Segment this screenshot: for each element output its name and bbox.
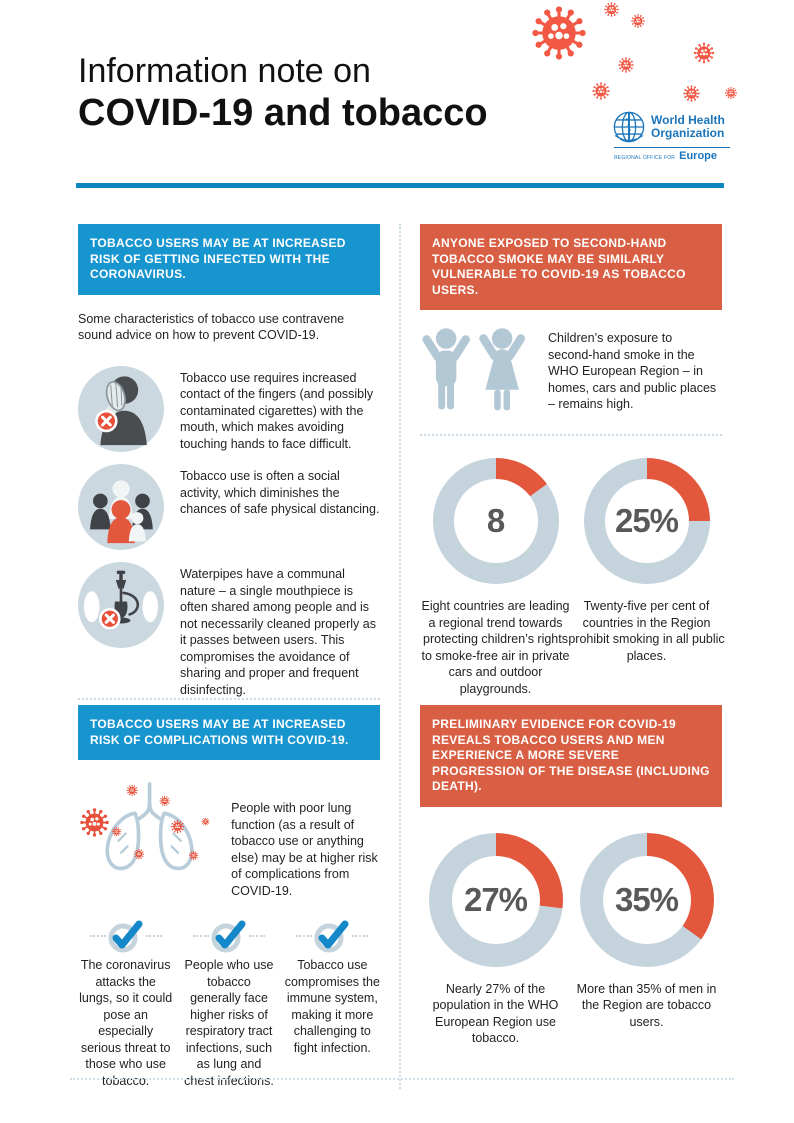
- footer-divider: [70, 1078, 734, 1080]
- who-logo: [612, 110, 730, 162]
- key-fact-text: The coronavirus attacks the lungs, so it could pose an especially serious threat to those who use tobacco.: [79, 958, 173, 1088]
- hand-touching-face-icon: [78, 366, 164, 452]
- key-fact: [78, 919, 173, 1089]
- risk-item-text: Tobacco use requires increased contact of the fingers (and possibly contaminated cigarettes) with the mouth, which makes avoiding touching hands to face difficult.: [180, 370, 374, 451]
- donut-value: 8: [486, 502, 505, 540]
- donut-ring: [580, 833, 714, 967]
- donut-chart-row: [420, 458, 725, 697]
- donut-ring: [429, 833, 563, 967]
- key-fact-text: Tobacco use compromises the immune system, making it more challenging to fight infection.: [284, 958, 380, 1055]
- section-header-severity-evidence: PRELIMINARY EVIDENCE FOR COVID-19 REVEALS TOBACCO USERS AND MEN EXPERIENCE A MORE SEVERE PROGRESSION OF THE DISEASE (INCLUDING DEATH).: [420, 705, 722, 807]
- header-divider: [76, 183, 724, 188]
- page-title: [78, 52, 488, 136]
- coronavirus-icon: [591, 81, 611, 101]
- key-fact: [181, 919, 276, 1089]
- children-figure-row: [420, 326, 722, 420]
- donut-caption: Nearly 27% of the population in the WHO European Region use tobacco.: [432, 981, 559, 1046]
- dotted-rule: [90, 935, 106, 937]
- section-divider: [78, 698, 380, 700]
- column-divider: [380, 224, 420, 1089]
- donut-ring: [433, 458, 559, 584]
- who-name-line1: World Health: [651, 113, 725, 128]
- donut-caption: More than 35% of men in the Region are tobacco users.: [576, 981, 717, 1029]
- checkmark-icon: [106, 919, 146, 953]
- dotted-rule: [146, 935, 162, 937]
- who-emblem-icon: [612, 110, 646, 144]
- right-column: [420, 224, 725, 1089]
- donut-hole: [454, 479, 538, 563]
- section-header-complications-risk: TOBACCO USERS MAY BE AT INCREASED RISK OF COMPLICATIONS WITH COVID-19.: [78, 705, 380, 760]
- donut-chart: [420, 458, 571, 697]
- risk-item-text: Waterpipes have a communal nature – a single mouthpiece is often shared among people and is not necessarily cleaned properly as it passes between users. This compromises the avoidance of sharing and proper and frequent disinfecting.: [180, 567, 376, 697]
- section-header-secondhand-smoke: ANYONE EXPOSED TO SECOND-HAND TOBACCO SMOKE MAY BE SIMILARLY VULNERABLE TO COVID-19 AS TOBACCO USERS.: [420, 224, 722, 310]
- who-regional-office-label: REGIONAL OFFICE FOR: [614, 155, 676, 161]
- social-group-icon: [78, 464, 164, 550]
- infected-lungs-icon: [78, 776, 221, 880]
- dotted-rule: [193, 935, 209, 937]
- coronavirus-icon: [630, 13, 646, 29]
- intro-text: Some characteristics of tobacco use contravene sound advice on how to prevent COVID-19.: [78, 311, 345, 343]
- key-facts-row: [78, 919, 380, 1089]
- donut-ring: [584, 458, 710, 584]
- donut-caption: Eight countries are leading a regional trend towards protecting children’s rights to smoke-free air in private cars and outdoor playgrounds.: [421, 599, 570, 696]
- dotted-rule: [249, 935, 265, 937]
- lungs-figure-row: [78, 776, 380, 899]
- coronavirus-icon: [724, 86, 738, 100]
- donut-caption: Twenty-five per cent of countries in the Region prohibit smoking in all public places.: [568, 599, 725, 663]
- dotted-rule: [352, 935, 368, 937]
- who-region-name: Europe: [679, 150, 718, 162]
- risk-item: [78, 366, 380, 453]
- risk-item: [78, 464, 380, 550]
- key-fact: [285, 919, 380, 1089]
- left-column: [78, 224, 380, 1089]
- coronavirus-icon: [682, 84, 701, 103]
- donut-chart: [571, 833, 722, 1047]
- coronavirus-icon: [603, 1, 620, 18]
- donut-value: 35%: [614, 880, 679, 918]
- waterpipe-icon: [78, 562, 164, 648]
- donut-value: 25%: [614, 502, 679, 540]
- donut-value: 27%: [463, 880, 528, 918]
- key-fact-text: People who use tobacco generally face higher risks of respiratory tract infections, such as lung and chest infections.: [184, 958, 274, 1088]
- donut-hole: [603, 856, 691, 944]
- lungs-text: People with poor lung function (as a result of tobacco use or anything else) may be at higher risk of complications from COVID-19.: [231, 801, 378, 898]
- section-header-infection-risk: TOBACCO USERS MAY BE AT INCREASED RISK OF GETTING INFECTED WITH THE CORONAVIRUS.: [78, 224, 380, 295]
- children-text: Children’s exposure to second-hand smoke in the WHO European Region – in homes, cars and public places – remains high.: [548, 331, 717, 412]
- children-icon: [420, 326, 532, 420]
- risk-item-text: Tobacco use is often a social activity, which diminishes the chances of safe physical distancing.: [180, 469, 380, 517]
- donut-chart: [568, 458, 725, 697]
- title-line-1: Information note on: [78, 52, 371, 90]
- checkmark-icon: [209, 919, 249, 953]
- risk-item: [78, 562, 380, 698]
- who-name-line2: Organization: [651, 126, 725, 140]
- section-divider: [420, 434, 722, 436]
- coronavirus-icon: [617, 56, 635, 74]
- dotted-rule: [296, 935, 312, 937]
- coronavirus-icon: [528, 2, 590, 64]
- coronavirus-icon: [692, 41, 716, 65]
- donut-chart-row: [420, 833, 722, 1047]
- donut-hole: [452, 856, 540, 944]
- checkmark-icon: [312, 919, 352, 953]
- donut-hole: [605, 479, 689, 563]
- donut-chart: [420, 833, 571, 1047]
- title-line-2: COVID-19 and tobacco: [78, 92, 488, 135]
